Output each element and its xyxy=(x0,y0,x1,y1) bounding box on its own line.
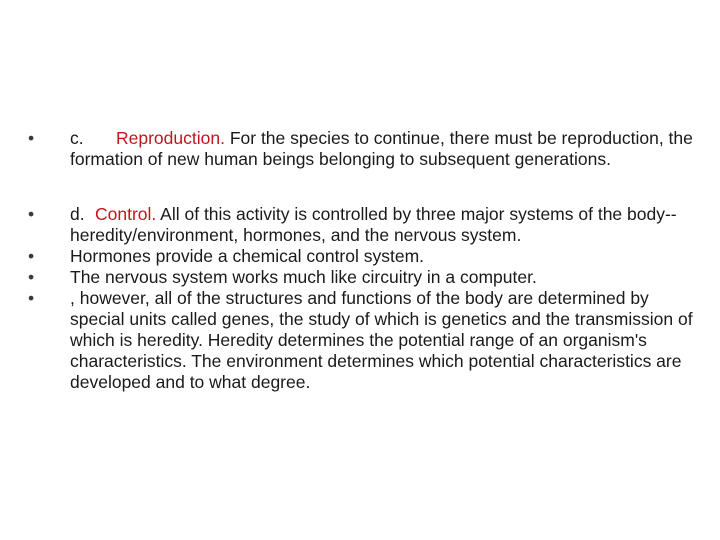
bullet-dot: • xyxy=(28,128,35,148)
bullet-heading: Control. xyxy=(95,204,157,224)
bullet-dot: • xyxy=(28,288,35,308)
bullet-dot: • xyxy=(28,204,35,224)
bullet-text: Hormones provide a chemical control system. xyxy=(70,246,425,266)
bullet-text: All of this activity is controlled by three major systems of the body--heredity/environment, hormones, and the nervous system. xyxy=(70,204,677,245)
bullet-text: The nervous system works much like circuitry in a computer. xyxy=(70,267,537,287)
bullet-text: For the species to continue, there must be reproduction, the formation of new human beings belonging to subsequent generations. xyxy=(70,128,693,169)
bullet-item-hormones xyxy=(24,246,694,267)
bullet-item-reproduction xyxy=(24,128,694,170)
bullet-dot: • xyxy=(28,246,35,266)
bullet-text: , however, all of the structures and functions of the body are determined by special units called genes, the study of which is genetics and the transmission of which is heredity. Heredity determines the potential range of an organism's characteristics. The environment determines which potential characteristics are developed and to what degree. xyxy=(70,288,693,392)
bullet-dot: • xyxy=(28,267,35,287)
bullet-list xyxy=(24,128,694,393)
bullet-item-control xyxy=(24,204,694,246)
bullet-marker: c. xyxy=(70,128,84,148)
bullet-item-nervous-system xyxy=(24,267,694,288)
bullet-heading: Reproduction. xyxy=(116,128,225,148)
bullet-item-heredity xyxy=(24,288,694,393)
bullet-marker: d. xyxy=(70,204,85,224)
